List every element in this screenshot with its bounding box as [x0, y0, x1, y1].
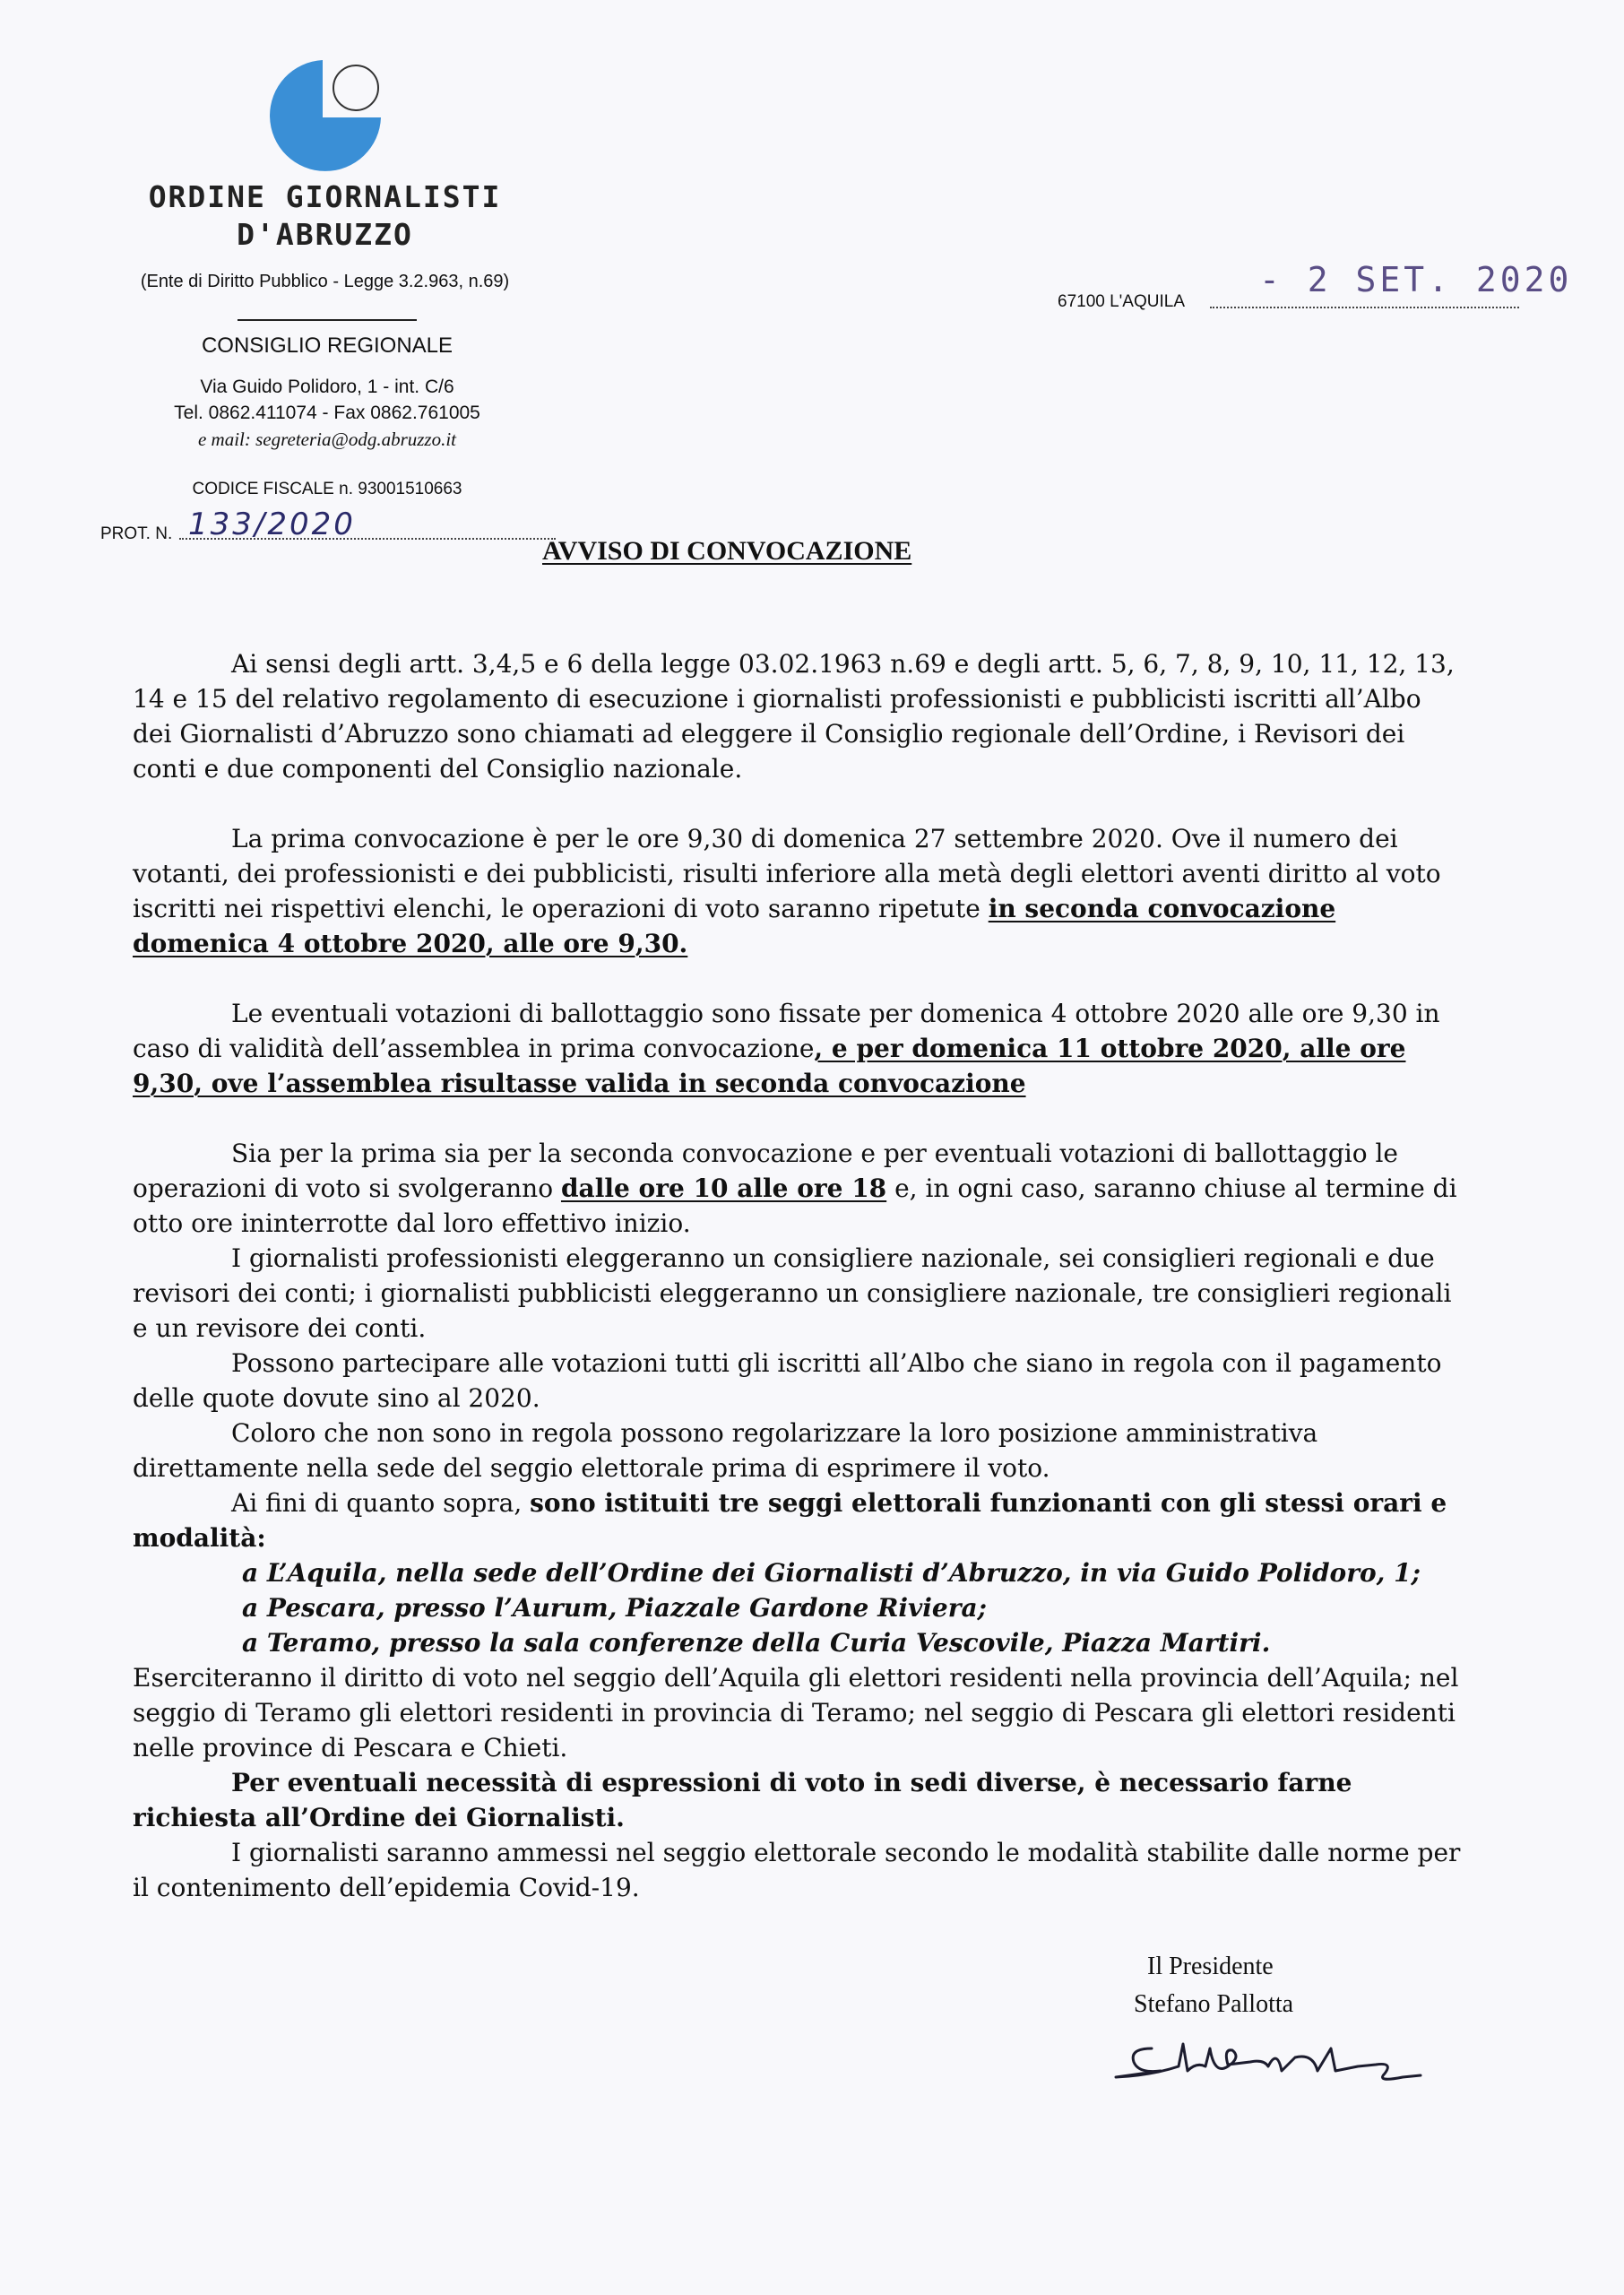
document-body	[133, 646, 1461, 1905]
document-title: AVVISO DI CONVOCAZIONE	[542, 536, 912, 566]
council-label: CONSIGLIO REGIONALE	[201, 333, 454, 358]
seat-pescara: a Pescara, presso l’Aurum, Piazzale Gardone Riviera;	[242, 1593, 987, 1623]
voting-hours: dalle ore 10 alle ore 18	[560, 1173, 887, 1203]
prot-number: 133/2020	[188, 507, 356, 542]
date-dotted-line	[1210, 307, 1519, 308]
phone-fax: Tel. 0862.411074 - Fax 0862.761005	[174, 403, 480, 423]
text-span: Sia per la prima sia per la seconda convocazione e per eventuali votazioni di ballottaggio le operazioni di voto si svolgeranno	[133, 1139, 1398, 1203]
paragraph-other-locations: Per eventuali necessità di espressioni di voto in sedi diverse, è necessario farne richiesta all’Ordine dei Giornalisti.	[133, 1768, 1352, 1832]
header-divider	[238, 319, 417, 321]
paragraph-voting-hours	[133, 1136, 1461, 1241]
email: e mail: segreteria@odg.abruzzo.it	[197, 429, 457, 450]
paragraph-first-convocation	[133, 821, 1461, 961]
runoff-second-date: , e per domenica 11 ottobre 2020, alle ore 9,30, ove l’assemblea risultasse valida in seconda convocazione	[133, 1034, 1406, 1098]
logo-icon	[269, 58, 394, 175]
paragraph-polling-stations	[133, 1485, 1461, 1555]
signature-name: Stefano Pallotta	[1134, 1990, 1294, 2018]
org-name-line2: D'ABRUZZO	[237, 217, 413, 252]
place: 67100 L'AQUILA	[1058, 292, 1185, 311]
handwritten-signature	[1098, 2022, 1456, 2102]
org-name-line1: ORDINE GIORNALISTI	[148, 179, 502, 214]
paragraph-covid: I giornalisti saranno ammessi nel seggio elettorale secondo le modalità stabilite dalle norme per il contenimento dell’epidemia Covid-19.	[133, 1838, 1461, 1902]
paragraph-regularization: Coloro che non sono in regola possono regolarizzare la loro posizione amministrativa direttamente nella sede del seggio elettorale prima di esprimere il voto.	[133, 1418, 1318, 1483]
tax-code: CODICE FISCALE n. 93001510663	[192, 480, 462, 498]
text-span: Ai fini di quanto sopra,	[231, 1488, 531, 1518]
paragraph-runoff	[133, 996, 1461, 1101]
seat-teramo: a Teramo, presso la sala conferenze della Curia Vescovile, Piazza Martiri.	[242, 1628, 1271, 1658]
paragraph-elections: Ai sensi degli artt. 3,4,5 e 6 della legge 03.02.1963 n.69 e degli artt. 5, 6, 7, 8, 9, 10, 11, 12, 13, 14 e 15 del relativo regolamento di esecuzione i giornalisti professionisti e pubblicisti iscritti all’Albo dei Giornalisti d’Abruzzo sono chiamati ad eleggere il Consiglio regionale dell’Ordine, i Revisori dei conti e due componenti del Consiglio nazionale.	[133, 649, 1455, 784]
legal-status: (Ente di Diritto Pubblico - Legge 3.2.963, n.69)	[140, 272, 510, 291]
polling-stations-intro: sono istituiti tre seggi elettorali funzionanti con gli stessi orari e modalità:	[133, 1488, 1447, 1553]
paragraph-elected-roles: I giornalisti professionisti eleggeranno un consigliere nazionale, sei consiglieri regionali e due revisori dei conti; i giornalisti pubblicisti eleggeranno un consigliere nazionale, tre consiglieri regionali e un revisore dei conti.	[133, 1243, 1452, 1343]
text-span: Le eventuali votazioni di ballottaggio sono fissate per domenica 4 ottobre 2020 alle ore 9,30 in caso di validità dell’assemblea in prima convocazione	[133, 999, 1440, 1063]
seat-laquila: a L’Aquila, nella sede dell’Ordine dei Giornalisti d’Abruzzo, in via Guido Polidoro, 1;	[242, 1558, 1421, 1588]
text-span: e, in ogni caso, saranno chiuse al termine di otto ore ininterrotte dal loro effettivo inizio.	[133, 1173, 1457, 1238]
address: Via Guido Polidoro, 1 - int. C/6	[200, 377, 454, 397]
second-convocation-date: in seconda convocazione domenica 4 ottobre 2020, alle ore 9,30.	[133, 894, 1336, 958]
prot-label: PROT. N.	[100, 524, 173, 543]
paragraph-residency: Eserciteranno il diritto di voto nel seggio dell’Aquila gli elettori residenti nella provincia dell’Aquila; nel seggio di Teramo gli elettori residenti in provincia di Teramo; nel seggio di Pescara gli elettori residenti nelle province di Pescara e Chieti.	[133, 1663, 1459, 1762]
text-span: La prima convocazione è per le ore 9,30 di domenica 27 settembre 2020. Ove il numero dei votanti, dei professionisti e dei pubblicisti, risulti inferiore alla metà degli elettori aventi diritto al voto iscritti nei rispettivi elenchi, le operazioni di voto saranno ripetute	[133, 824, 1441, 923]
signature-role: Il Presidente	[1147, 1953, 1274, 1980]
date-stamp: - 2 SET. 2020	[1259, 260, 1573, 299]
paragraph-eligibility: Possono partecipare alle votazioni tutti gli iscritti all’Albo che siano in regola con il pagamento delle quote dovute sino al 2020.	[133, 1348, 1442, 1413]
